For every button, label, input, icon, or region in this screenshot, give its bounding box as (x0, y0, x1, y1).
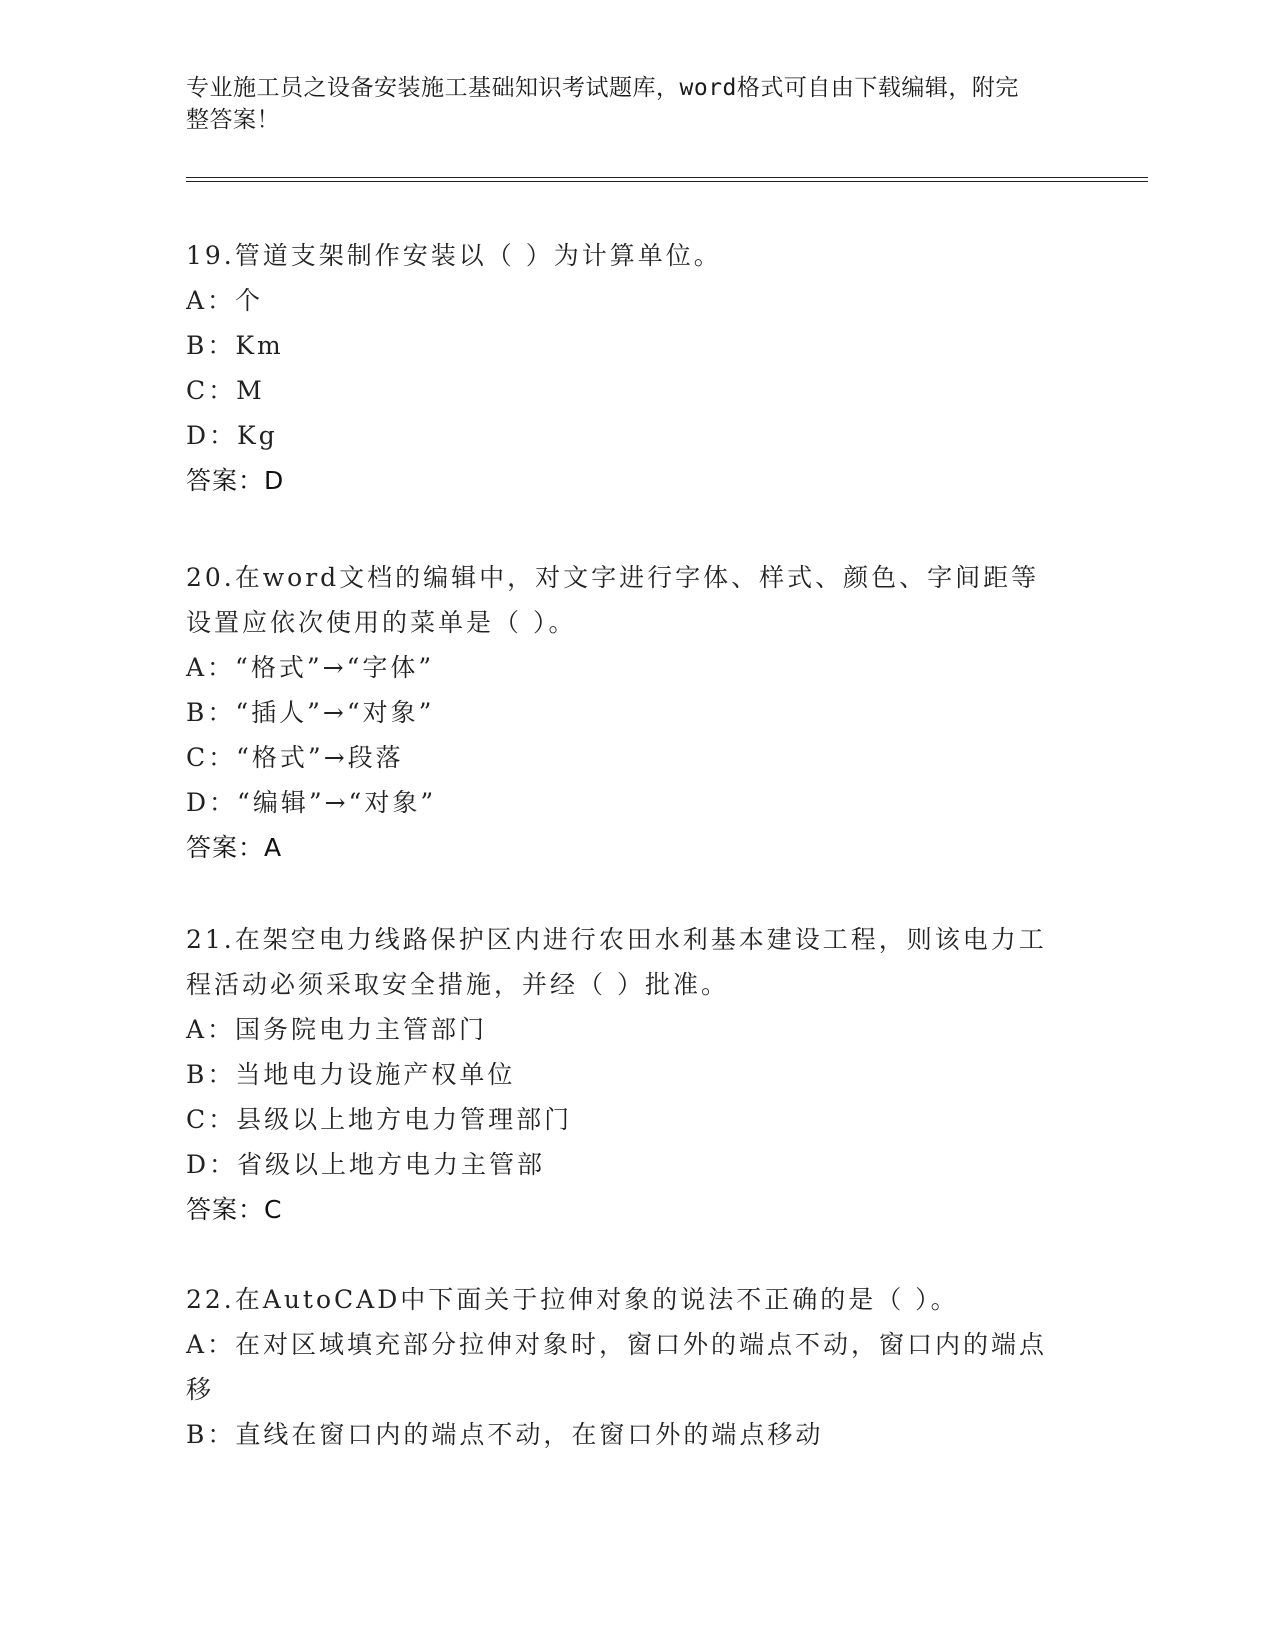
header-divider-top (186, 177, 1148, 178)
question-20 (186, 555, 1086, 870)
option-b: B：当地电力设施产权单位 (186, 1060, 516, 1089)
option-b: B：“插人”→“对象” (186, 698, 435, 727)
option-d: D：Kg (186, 421, 278, 450)
question-stem-line-1: 21.在架空电力线路保护区内进行农田水利基本建设工程，则该电力工 (186, 925, 1047, 954)
option-a-line-1: A：在对区域填充部分拉伸对象时，窗口外的端点不动，窗口内的端点 (186, 1330, 1048, 1359)
option-d: D：“编辑”→“对象” (186, 788, 437, 817)
option-c: C：县级以上地方电力管理部门 (186, 1105, 573, 1134)
question-stem: 19.管道支架制作安装以（ ）为计算单位。 (186, 241, 722, 270)
option-b: B：Km (186, 331, 284, 360)
header-line-2: 整答案！ (186, 107, 280, 133)
question-stem: 22.在AutoCAD中下面关于拉伸对象的说法不正确的是（ ）。 (186, 1285, 959, 1314)
option-a-line-2: 移 (186, 1375, 215, 1404)
option-a: A：国务院电力主管部门 (186, 1015, 488, 1044)
option-c: C：“格式”→段落 (186, 743, 404, 772)
option-b: B：直线在窗口内的端点不动，在窗口外的端点移动 (186, 1420, 824, 1449)
option-a: A：“格式”→“字体” (186, 653, 435, 682)
answer-label: 答案：A (186, 833, 283, 862)
document-header (186, 72, 1066, 136)
option-d: D：省级以上地方电力主管部 (186, 1150, 546, 1179)
option-c: C：M (186, 376, 265, 405)
option-a: A：个 (186, 286, 264, 315)
header-divider-bottom (186, 181, 1148, 182)
answer-label: 答案：D (186, 466, 285, 495)
question-22 (186, 1277, 1086, 1457)
answer-label: 答案：C (186, 1195, 283, 1224)
question-stem-line-2: 设置应依次使用的菜单是（ ）。 (186, 608, 577, 637)
header-line-1: 专业施工员之设备安装施工基础知识考试题库，word格式可自由下载编辑，附完 (186, 75, 1019, 101)
question-19 (186, 233, 1086, 503)
question-stem-line-2: 程活动必须采取安全措施，并经（ ）批准。 (186, 970, 729, 999)
question-21 (186, 917, 1086, 1232)
question-stem-line-1: 20.在word文档的编辑中，对文字进行字体、样式、颜色、字间距等 (186, 563, 1040, 592)
